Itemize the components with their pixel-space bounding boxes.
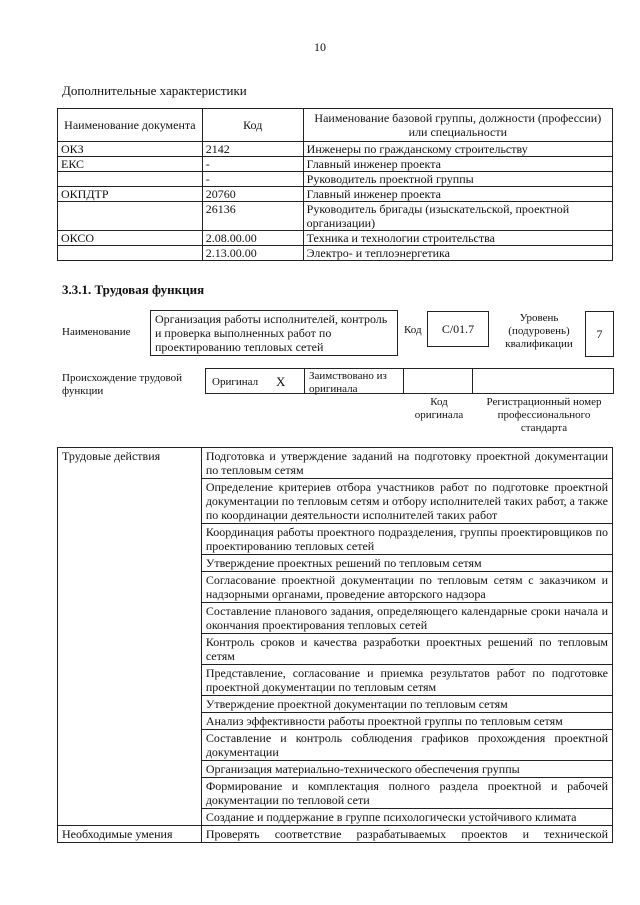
original-mark: X	[276, 374, 286, 389]
code-original-cell	[403, 368, 473, 394]
header-group-name: Наименование базовой группы, должности (профессии) или специальности	[303, 109, 612, 142]
table-row	[58, 157, 613, 172]
cell-doc: ОКСО	[58, 231, 203, 246]
cell-doc: ОКПДТР	[58, 187, 203, 202]
cell-code: 26136	[202, 202, 303, 231]
skill-item: Проверять соответствие разрабатываемых проектов и технической	[201, 826, 612, 843]
registration-number-caption: Регистрационный номер профессионального стандарта	[486, 396, 602, 434]
table-row	[58, 246, 613, 261]
labor-action: Согласование проектной документации по тепловым сетям с заказчиком и надзорными органами, проведение авторского надзора	[201, 572, 612, 603]
cell-doc	[58, 202, 203, 231]
function-code-box: C/01.7	[427, 311, 489, 347]
code-label: Код	[404, 324, 422, 336]
labor-action: Организация материально-технического обеспечения группы	[201, 761, 612, 778]
code-original-caption: Код оригинала	[414, 396, 464, 421]
cell-code: -	[202, 157, 303, 172]
cell-name: Главный инженер проекта	[303, 157, 612, 172]
table-row	[58, 172, 613, 187]
table-row	[58, 826, 613, 843]
table-row	[58, 142, 613, 157]
cell-name: Техника и технологии строительства	[303, 231, 612, 246]
labor-function-title: 3.3.1. Трудовая функция	[62, 282, 205, 297]
labor-action: Утверждение проектных решений по тепловым сетям	[201, 555, 612, 572]
labor-action: Утверждение проектной документации по тепловым сетям	[201, 696, 612, 713]
cell-doc	[58, 172, 203, 187]
labor-actions-table	[57, 447, 613, 843]
function-name-box: Организация работы исполнителей, контроль и проверка выполненных работ по проектированию тепловых сетей	[150, 310, 398, 356]
cell-doc: ЕКС	[58, 157, 203, 172]
cell-code: 2.13.00.00	[202, 246, 303, 261]
additional-characteristics-title: Дополнительные характеристики	[62, 83, 247, 98]
labor-action: Подготовка и утверждение заданий на подготовку проектной документации по тепловым сетям	[201, 448, 612, 479]
cell-code: 2.08.00.00	[202, 231, 303, 246]
labor-action: Составление планового задания, определяющего календарные сроки начала и окончания проектирования тепловых сетей	[201, 603, 612, 634]
cell-code: 2142	[202, 142, 303, 157]
page-number: 10	[314, 40, 326, 54]
labor-action: Анализ эффективности работы проектной группы по тепловым сетям	[201, 713, 612, 730]
table-row	[58, 202, 613, 231]
table-row	[58, 231, 613, 246]
qualification-level-label: Уровень (подуровень) квалификации	[505, 312, 573, 350]
labor-action: Определение критериев отбора участников работ по подготовке проектной документации по тепловым сетям и отбору исполнителей таких работ, а также по координации деятельности исполнителей таких работ	[201, 479, 612, 524]
labor-action: Создание и поддержание в группе психологически устойчивого климата	[201, 809, 612, 826]
header-code: Код	[202, 109, 303, 142]
borrowed-cell: Заимствовано из оригинала	[304, 368, 404, 394]
origin-label: Происхождение трудовой функции	[62, 372, 183, 397]
cell-doc: ОКЗ	[58, 142, 203, 157]
cell-name: Руководитель бригады (изыскательской, проектной организации)	[303, 202, 612, 231]
labor-action: Формирование и комплектация полного раздела проектной и рабочей документации по тепловой сети	[201, 778, 612, 809]
cell-name: Электро- и теплоэнергетика	[303, 246, 612, 261]
cell-name: Руководитель проектной группы	[303, 172, 612, 187]
table-row	[58, 187, 613, 202]
header-document: Наименование документа	[58, 109, 203, 142]
qualification-level-box: 7	[585, 311, 614, 357]
labor-actions-label: Трудовые действия	[58, 448, 202, 826]
labor-action: Контроль сроков и качества разработки проектных решений по тепловым сетям	[201, 634, 612, 665]
labor-action: Представление, согласование и приемка результатов работ по подготовке проектной документации по тепловым сетям	[201, 665, 612, 696]
name-label: Наименование	[62, 326, 131, 338]
skills-label: Необходимые умения	[58, 826, 202, 843]
cell-name: Инженеры по гражданскому строительству	[303, 142, 612, 157]
labor-action: Координация работы проектного подразделения, группы проектировщиков по проектированию тепловых сетей	[201, 524, 612, 555]
table-row	[58, 448, 613, 479]
registration-number-cell	[472, 368, 614, 394]
original-label: Оригинал	[212, 376, 259, 388]
cell-code: -	[202, 172, 303, 187]
cell-code: 20760	[202, 187, 303, 202]
additional-characteristics-table	[57, 108, 613, 261]
cell-doc	[58, 246, 203, 261]
original-cell	[205, 368, 305, 394]
cell-name: Главный инженер проекта	[303, 187, 612, 202]
labor-action: Составление и контроль соблюдения графиков прохождения проектной документации	[201, 730, 612, 761]
